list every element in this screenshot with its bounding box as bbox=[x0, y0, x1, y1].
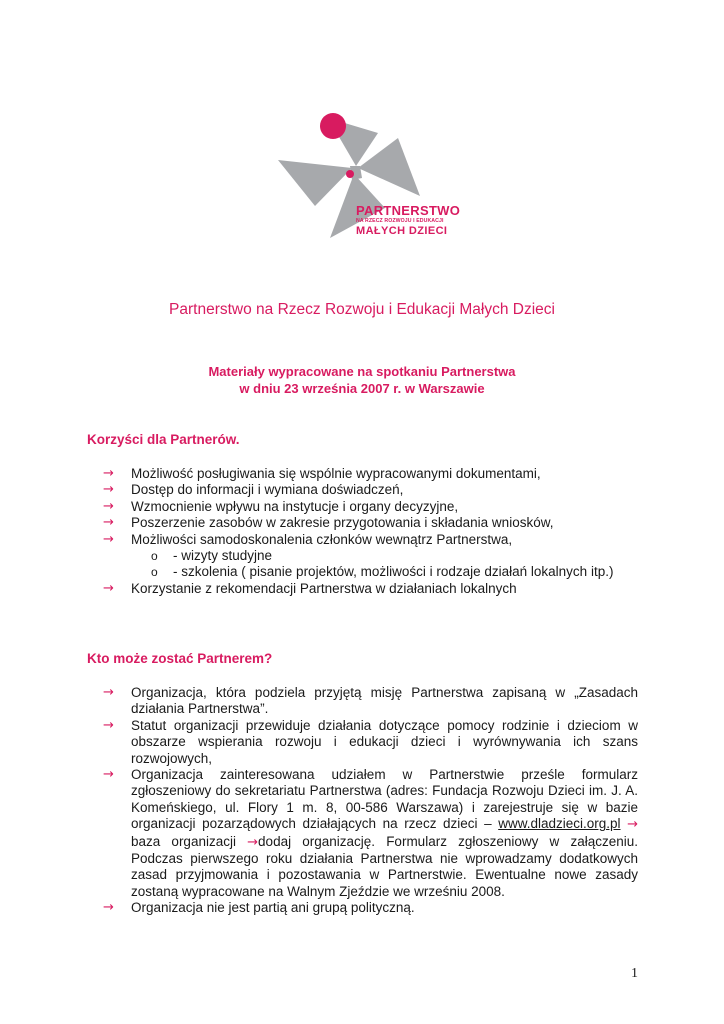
sub-list-item: o - szkolenia ( pisanie projektów, możliwości i rodzaje działań lokalnych itp.) bbox=[151, 564, 614, 580]
logo-line1: PARTNERSTWO bbox=[356, 203, 461, 218]
arrow-icon: → bbox=[103, 685, 114, 700]
section2-heading: Kto może zostać Partnerem? bbox=[87, 651, 273, 666]
list-item: → Statut organizacji przewiduje działania dotyczące pomocy rodzinie i dzieciom w obszarze wspierania rozwoju i edukacji dzieci i wyrównywania ich szans rozwojowych, bbox=[103, 717, 638, 766]
document-subtitle bbox=[0, 363, 724, 397]
benefits-list bbox=[87, 466, 638, 597]
arrow-icon: → bbox=[103, 466, 114, 481]
document-title: Partnerstwo na Rzecz Rozwoju i Edukacji Małych Dzieci bbox=[169, 301, 555, 318]
list-item: → Organizacja, która podziela przyjętą misję Partnerstwa zapisaną w „Zasadach działania Partnerstwa”. bbox=[103, 685, 638, 717]
page-number: 1 bbox=[631, 966, 638, 981]
list-item: → Wzmocnienie wpływu na instytucje i organy decyzyjne, bbox=[103, 498, 459, 514]
arrow-icon: → bbox=[103, 531, 114, 547]
logo-line3: MAŁYCH DZIECI bbox=[356, 225, 448, 238]
arrow-icon: → bbox=[103, 498, 114, 514]
bullet-icon: o bbox=[151, 565, 158, 580]
list-item: → Korzystanie z rekomendacji Partnerstwa w działaniach lokalnych bbox=[103, 580, 517, 596]
arrow-icon: → bbox=[247, 834, 259, 850]
membership-list bbox=[87, 685, 638, 917]
list-item: → Organizacja zainteresowana udziałem w Partnerstwie prześle formularz zgłoszeniowy do sekretariatu Partnerstwa (adres: Fundacja Rozwoju Dzieci im. J. A. Komeńskiego, ul. Flory 1 m. 8, 00-586 Warszawa) i zarejestruje się w bazie organizacji pozarządowych działających na rzecz dzieci – www.dladzieci.org.pl → baza organizacji →dodaj organizację. Formularz zgłoszeniowy w załączeniu. Podczas pierwszego roku działania Partnerstwa nie wprowadzamy dodatkowych zasad przyjmowania i pozostawania w Partnerstwie. Ewentualne nowe zasady zostaną wypracowane na Walnym Zjeździe we wrześniu 2008. bbox=[103, 767, 639, 899]
sub-list-item: o - wizyty studyjne bbox=[151, 548, 273, 564]
arrow-icon: → bbox=[627, 817, 638, 833]
list-item: → Możliwość posługiwania się wspólnie wypracowanymi dokumentami, bbox=[103, 466, 541, 481]
list-item: → Możliwości samodoskonalenia członków wewnątrz Partnerstwa, bbox=[103, 531, 513, 547]
subtitle-line1: Materiały wypracowane na spotkaniu Partnerstwa bbox=[208, 364, 516, 379]
arrow-icon: → bbox=[103, 900, 114, 916]
logo-wordmark bbox=[356, 204, 460, 237]
arrow-icon: → bbox=[103, 482, 114, 498]
arrow-icon: → bbox=[103, 717, 114, 733]
subtitle-line2: w dniu 23 września 2007 r. w Warszawie bbox=[239, 381, 485, 396]
section1-heading: Korzyści dla Partnerów. bbox=[87, 432, 240, 447]
arrow-icon: → bbox=[103, 580, 114, 596]
arrow-icon: → bbox=[103, 767, 114, 783]
arrow-icon: → bbox=[103, 515, 114, 531]
logo-line2: NA RZECZ ROZWOJU I EDUKACJI bbox=[356, 218, 444, 224]
list-item: → Poszerzenie zasobów w zakresie przygotowania i składania wniosków, bbox=[103, 515, 554, 531]
website-link[interactable]: www.dladzieci.org.pl bbox=[498, 816, 621, 832]
bullet-icon: o bbox=[151, 549, 158, 564]
list-item: → Organizacja nie jest partią ani grupą polityczną. bbox=[103, 900, 415, 916]
list-item: → Dostęp do informacji i wymiana doświadczeń, bbox=[103, 482, 404, 498]
